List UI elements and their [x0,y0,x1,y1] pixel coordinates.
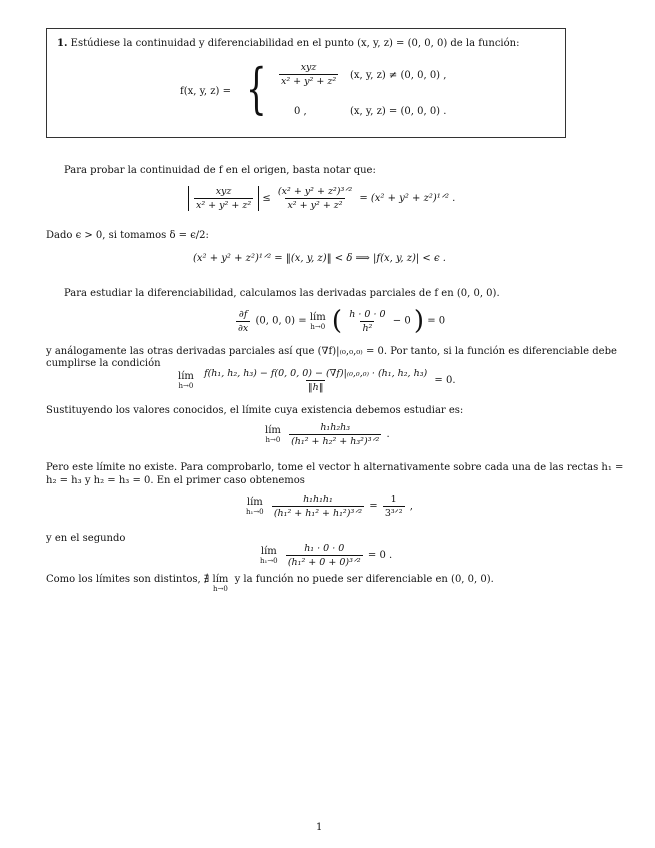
eq5-denominator: (h₁² + h₂² + h₃²)³ᐟ² [291,436,380,447]
eq6-denominator: (h₁² + h₁² + h₁²)³ᐟ² [273,508,363,519]
eq3-lim-sub: h→0 [310,322,326,331]
paragraph-condition-l1: y análogamente las otras derivadas parciales así que (∇f)|₍₀,₀,₀₎ = 0. Por tanto, si la función es diferenciable debe [46,346,617,357]
eq1-denominator-2: x² + y² + z² [287,200,343,211]
eq6-equals: = [369,501,378,512]
eq3-rhs: = 0 [427,315,446,327]
equation-first-line [246,494,413,519]
problem-text: Estúdiese la continuidad y diferenciabilidad en el punto (x, y, z) = (0, 0, 0) de la función: [70,38,520,49]
paragraph-continuity: Para probar la continuidad de f en el origen, basta notar que: [64,165,376,176]
eq3-denominator: ∂x [238,322,249,334]
eq6-numerator: h₁h₁h₁ [303,494,333,505]
case1-condition: (x, y, z) ≠ (0, 0, 0) , [350,70,447,81]
paragraph-substitution: Sustituyendo los valores conocidos, el límite cuya existencia debemos estudiar es: [46,405,464,416]
eq4-numerator: f(h₁, h₂, h₃) − f(0, 0, 0) − (∇f)|₍₀,₀,₀₎ · (h₁, h₂, h₃) [204,368,428,379]
eq3-lim: lím [309,311,326,323]
problem-statement [57,38,519,50]
paragraph-second-case: y en el segundo [46,533,126,544]
conclusion-lim: lím [212,574,229,585]
eq6-lim: lím [246,497,263,508]
eq7-rhs: = 0 . [367,550,393,561]
conclusion-text-a: Como los límites son distintos, ∄ [46,574,210,585]
paragraph-nonexistence-l1: Pero este límite no existe. Para comprobarlo, tome el vector h alternativamente sobre cada una de las rectas h₁ = [46,462,624,473]
equation-partial: $\frac{\partial f}{\partial x}$ (0, 0, 0) = lím h→0 ( $\frac{h \cdot 0 \cdot 0}{\text{h²}}$ − 0 ) = 0 [238,306,446,336]
eq1-operator: ≤ [262,193,271,204]
paragraph-nonexistence-l2: h₂ = h₃ y h₂ = h₃ = 0. En el primer caso obtenemos [46,475,305,486]
eq3-numerator: ∂f [238,308,248,320]
eq7-numerator: h₁ · 0 · 0 [304,543,345,554]
eq5-lim-sub: h→0 [265,436,281,444]
eq1-numerator: xyz [215,186,232,197]
equation-bound [188,186,455,211]
eq1-denominator: x² + y² + z² [196,200,252,211]
paragraph-conclusion [46,574,494,593]
case1-denominator: x² + y² + z² [281,76,337,87]
paragraph-delta: Dado ϵ > 0, si tomamos δ = ϵ/2: [46,230,209,241]
eq6-lim-sub: h₁→0 [246,508,264,516]
eq7-lim: lím [260,546,277,557]
equation-limit-to-study [265,422,390,447]
eq7-denominator: (h₁² + 0 + 0)³ᐟ² [287,557,361,568]
paragraph-differentiability: Para estudiar la diferenciabilidad, calculamos las derivadas parciales de f en (0, 0, 0). [64,288,500,299]
eq6-numerator-2: 1 [390,494,397,505]
eq6-rhs: , [409,501,413,512]
page-number: 1 [316,822,323,833]
eq3-point: (0, 0, 0) = [255,315,307,327]
problem-number: 1. [57,38,68,49]
eq4-denominator: ‖h‖ [307,382,324,393]
eq3-inner-numerator: h · 0 · 0 [349,308,386,320]
eq4-rhs: = 0. [434,375,456,386]
eq1-numerator-2: (x² + y² + z²)³ᐟ² [277,186,353,197]
eq5-lim: lím [265,425,281,436]
case2-value: 0 , [294,106,307,117]
eq5-rhs: . [386,429,390,440]
case2-condition: (x, y, z) = (0, 0, 0) . [350,106,447,117]
equation-differentiability-condition [178,368,456,393]
eq7-lim-sub: h₁→0 [260,557,278,565]
equation-second-line [260,543,392,568]
eq4-lim: lím [178,371,194,382]
eq3-inner-rest: − 0 [392,315,411,327]
cases-brace: { [246,57,267,120]
eq5-numerator: h₁h₂h₃ [320,422,351,433]
conclusion-text-b: y la función no puede ser diferenciable en (0, 0, 0). [234,574,494,585]
case1-fraction [277,62,340,87]
eq1-rhs: = (x² + y² + z²)¹ᐟ² . [359,193,456,204]
paragraph-condition-l2: cumplirse la condición [46,358,161,369]
eq6-denominator-2: 3³ᐟ² [384,508,403,519]
function-lhs: f(x, y, z) = [180,86,232,97]
eq4-lim-sub: h→0 [178,382,194,390]
equation-delta: (x² + y² + z²)¹ᐟ² = ‖(x, y, z)‖ < δ ⟹ |f(x, y, z)| < ϵ . [193,253,446,264]
eq3-inner-denominator: h² [362,322,373,334]
conclusion-lim-sub: h→0 [213,585,228,593]
case1-numerator: xyz [300,62,317,73]
